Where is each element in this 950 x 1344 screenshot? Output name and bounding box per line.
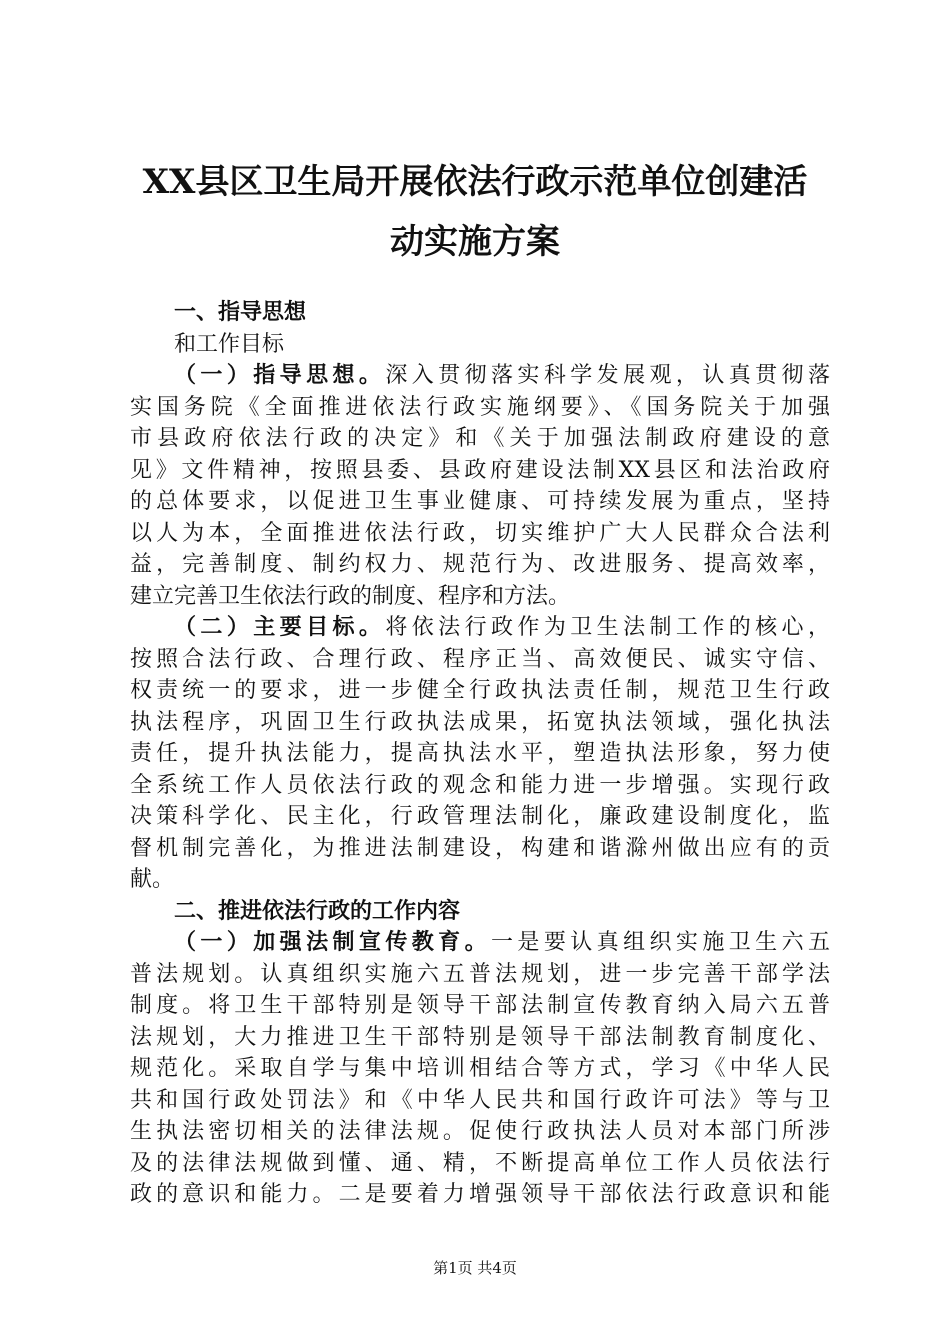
text-line [130,1179,830,1211]
line-text: 共和国行政处罚法》和《中华人民共和国行政许可法》等与卫 [130,1087,830,1113]
line-text: 督机制完善化，为推进法制建设，构建和谐滁州做出应有的贡 [130,835,830,861]
document-title-line-1: XX县区卫生局开展依法行政示范单位创建活 [142,162,808,202]
text-line [130,738,830,770]
text-line [130,360,830,392]
section-heading [130,297,830,329]
line-text: 决策科学化、民主化，行政管理法制化，廉政建设制度化，监 [130,804,830,829]
text-line [130,612,830,644]
text-line [130,675,830,707]
line-text: 的总体要求，以促进卫生事业健康、可持续发展为重点，坚持 [130,489,830,514]
text-line [130,833,830,865]
text-line [130,1148,830,1180]
text-line [130,707,830,739]
text-line [130,455,830,487]
paragraph-lead: （一）指导思想。 [174,362,386,388]
line-text: 市县政府依法行政的决定》和《关于加强法制政府建设的意 [130,426,830,451]
text-line [130,927,830,959]
line-text: 以人为本，全面推进依法行政，切实维护广大人民群众合法利 [130,520,830,546]
text-line [130,770,830,802]
text-line [130,392,830,424]
line-text: 按照合法行政、合理行政、程序正当、高效便民、诚实守信、 [130,646,830,672]
line-text: 及的法律法规做到懂、通、精，不断提高单位工作人员依法行 [130,1150,830,1176]
text-line [130,423,830,455]
line-text: 献。 [130,867,175,892]
text-line [130,329,830,361]
line-text: 见》文件精神，按照县委、县政府建设法制XX县区和法治政府 [130,457,830,483]
text-line [130,644,830,676]
document-title-line-2: 动实施方案 [390,222,560,262]
text-line [130,959,830,991]
line-text: 一是要认真组织实施卫生六五 [491,930,830,955]
text-line [130,486,830,518]
line-text: 权责统一的要求，进一步健全行政执法责任制，规范卫生行政 [130,678,830,703]
paragraph-lead: （二）主要目标。 [174,614,386,640]
section-heading [130,896,830,928]
line-text: 规范化。采取自学与集中培训相结合等方式，学习《中华人民 [130,1056,830,1081]
line-text: 法规划，大力推进卫生干部特别是领导干部法制教育制度化、 [130,1024,830,1050]
text-line [130,801,830,833]
line-text: 益，完善制度、制约权力、规范行为、改进服务、提高效率， [130,552,830,577]
paragraph-lead: （一）加强法制宣传教育。 [174,929,491,955]
text-line [130,549,830,581]
line-text: 二、推进依法行政的工作内容 [174,897,461,924]
line-text: 生执法密切相关的法律法规。促使行政执法人员对本部门所涉 [130,1119,830,1144]
line-text: 责任，提升执法能力，提高执法水平，塑造执法形象，努力使 [130,741,830,766]
document-body [130,297,830,1211]
page-footer: 第1页 共4页 [433,1259,517,1277]
line-text: 全系统工作人员依法行政的观念和能力进一步增强。实现行政 [130,772,830,798]
text-line [130,1085,830,1117]
line-text: 和工作目标 [174,331,285,357]
line-text: 一、指导思想 [174,299,307,325]
text-line [130,1053,830,1085]
text-line [130,990,830,1022]
text-line [130,1022,830,1054]
line-text: 实国务院《全面推进依法行政实施纲要》、《国务院关于加强 [130,394,830,420]
text-line [130,864,830,896]
line-text: 建立完善卫生依法行政的制度、程序和方法。 [130,583,571,609]
line-text: 政的意识和能力。二是要着力增强领导干部依法行政意识和能 [130,1182,830,1207]
line-text: 制度。将卫生干部特别是领导干部法制宣传教育纳入局六五普 [130,993,830,1018]
text-line [130,518,830,550]
text-line [130,1116,830,1148]
line-text: 执法程序，巩固卫生行政执法成果，拓宽执法领域，强化执法 [130,709,830,735]
line-text: 深入贯彻落实科学发展观，认真贯彻落 [385,363,830,388]
text-line [130,581,830,613]
line-text: 将依法行政作为卫生法制工作的核心， [385,615,830,640]
line-text: 普法规划。认真组织实施六五普法规划，进一步完善干部学法 [130,961,830,987]
